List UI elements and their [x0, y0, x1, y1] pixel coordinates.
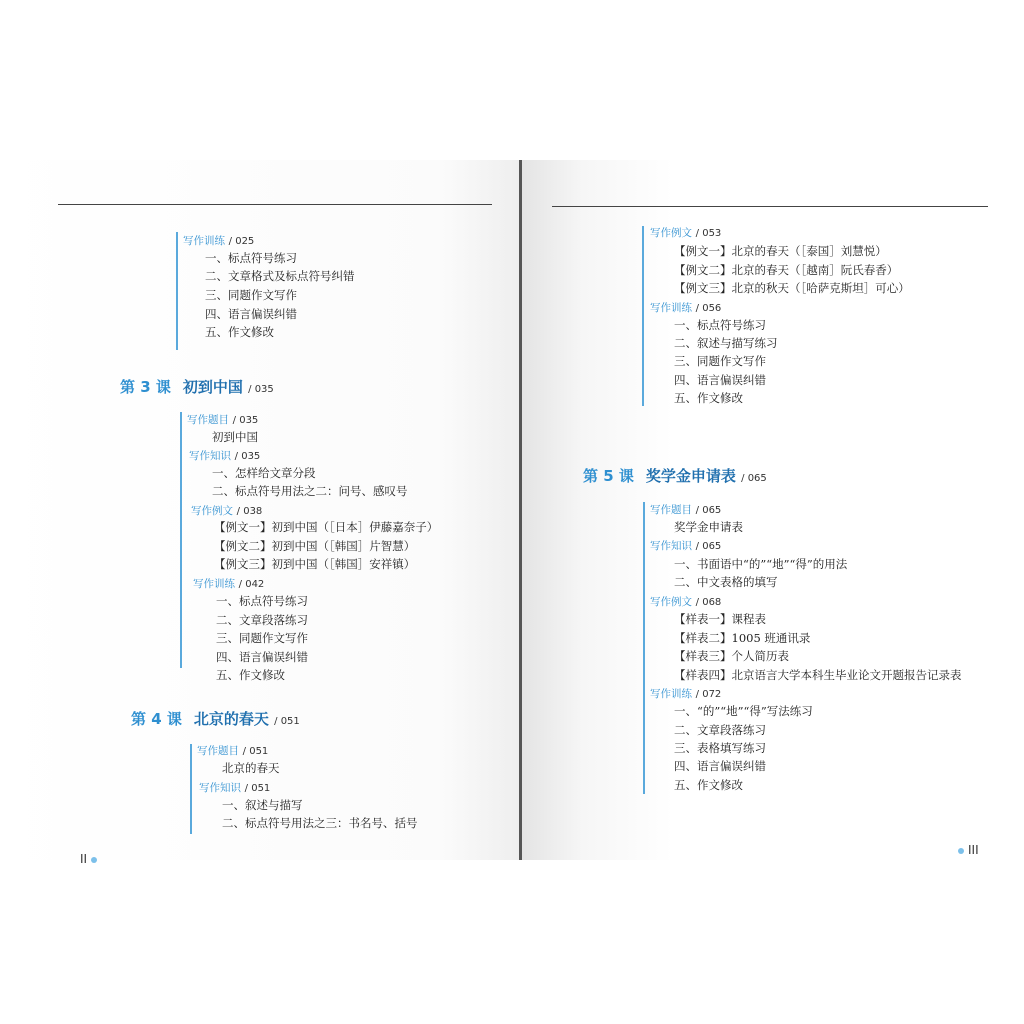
toc-item[interactable]: 【例文二】初到中国（［韩国］片智慧）: [214, 539, 416, 553]
toc-item[interactable]: 【例文三】初到中国（［韩国］安祥镇）: [214, 557, 416, 571]
toc-item[interactable]: 一、标点符号练习: [205, 251, 297, 265]
toc-section-heading: 写作训练 / 025: [183, 235, 255, 247]
toc-item[interactable]: 四、语言偏误纠错: [674, 373, 766, 387]
toc-item[interactable]: 五、作文修改: [205, 325, 274, 339]
toc-section-heading: 写作题目 / 035: [187, 414, 259, 426]
toc-section-heading: 写作训练 / 056: [650, 302, 722, 314]
toc-item[interactable]: 三、同题作文写作: [674, 354, 766, 368]
toc-item[interactable]: 四、语言偏误纠错: [205, 307, 297, 321]
toc-item[interactable]: 【样表一】课程表: [674, 612, 766, 626]
page-number: III: [954, 843, 979, 857]
toc-item[interactable]: 【样表四】北京语言大学本科生毕业论文开题报告记录表: [674, 668, 962, 682]
toc-item[interactable]: 二、中文表格的填写: [674, 575, 778, 589]
toc-item[interactable]: 【例文二】北京的春天（［越南］阮氏春香）: [674, 263, 899, 277]
toc-item[interactable]: 二、文章段落练习: [674, 723, 766, 737]
toc-section-heading: 写作例文 / 038: [191, 505, 263, 517]
folio-dot-icon: [91, 857, 97, 863]
toc-item[interactable]: 一、标点符号练习: [674, 318, 766, 332]
toc-item[interactable]: 一、标点符号练习: [216, 594, 308, 608]
toc-section-heading: 写作题目 / 065: [650, 504, 722, 516]
toc-section-heading: 写作题目 / 051: [197, 745, 269, 757]
toc-item[interactable]: 【例文一】北京的春天（［泰国］刘慧悦）: [674, 244, 887, 258]
toc-item[interactable]: 四、语言偏误纠错: [216, 650, 308, 664]
toc-item[interactable]: 四、语言偏误纠错: [674, 759, 766, 773]
toc-item[interactable]: 二、标点符号用法之二：问号、感叹号: [212, 484, 408, 498]
toc-item[interactable]: 二、文章段落练习: [216, 613, 308, 627]
toc-item[interactable]: 三、表格填写练习: [674, 741, 766, 755]
left-page: [0, 160, 520, 866]
toc-item[interactable]: 二、叙述与描写练习: [674, 336, 778, 350]
right-page: [522, 160, 1024, 860]
header-rule: [58, 204, 492, 205]
toc-item[interactable]: 北京的春天: [222, 761, 280, 775]
toc-item[interactable]: 【例文一】初到中国（［日本］伊藤嘉奈子）: [214, 520, 439, 534]
toc-section-heading: 写作训练 / 072: [650, 688, 722, 700]
folio-dot-icon: [958, 848, 964, 854]
toc-section-bar: [190, 744, 196, 834]
lesson-heading[interactable]: 第 5 课 奖学金申请表 / 065: [583, 467, 767, 485]
toc-item[interactable]: 奖学金申请表: [674, 520, 743, 534]
toc-item[interactable]: 【样表二】1005 班通讯录: [674, 631, 811, 645]
header-rule: [552, 206, 988, 207]
toc-item[interactable]: 五、作文修改: [674, 778, 743, 792]
toc-item[interactable]: 一、“的”“地”“得”写法练习: [674, 704, 813, 718]
toc-section-heading: 写作例文 / 068: [650, 596, 722, 608]
toc-section-bar: [643, 502, 649, 794]
toc-section-heading: 写作知识 / 051: [199, 782, 271, 794]
toc-item[interactable]: 一、怎样给文章分段: [212, 466, 316, 480]
toc-item[interactable]: 二、文章格式及标点符号纠错: [205, 269, 355, 283]
toc-section-heading: 写作训练 / 042: [193, 578, 265, 590]
toc-item[interactable]: 三、同题作文写作: [216, 631, 308, 645]
toc-item[interactable]: 【例文三】北京的秋天（［哈萨克斯坦］可心）: [674, 281, 910, 295]
toc-section-heading: 写作例文 / 053: [650, 227, 722, 239]
toc-section-bar: [176, 232, 182, 350]
toc-section-heading: 写作知识 / 035: [189, 450, 261, 462]
toc-item[interactable]: 五、作文修改: [674, 391, 743, 405]
book-spread: [0, 160, 1024, 866]
lesson-heading[interactable]: 第 3 课 初到中国 / 035: [120, 378, 274, 396]
toc-item[interactable]: 【样表三】个人简历表: [674, 649, 789, 663]
toc-section-heading: 写作知识 / 065: [650, 540, 722, 552]
toc-section-bar: [642, 226, 648, 406]
toc-item[interactable]: 二、标点符号用法之三：书名号、括号: [222, 816, 418, 830]
page-number: II: [80, 852, 101, 866]
lesson-heading[interactable]: 第 4 课 北京的春天 / 051: [131, 710, 300, 728]
toc-item[interactable]: 初到中国: [212, 430, 258, 444]
toc-item[interactable]: 三、同题作文写作: [205, 288, 297, 302]
toc-item[interactable]: 五、作文修改: [216, 668, 285, 682]
toc-section-bar: [180, 412, 186, 668]
toc-item[interactable]: 一、叙述与描写: [222, 798, 303, 812]
toc-item[interactable]: 一、书面语中“的”“地”“得”的用法: [674, 557, 848, 571]
